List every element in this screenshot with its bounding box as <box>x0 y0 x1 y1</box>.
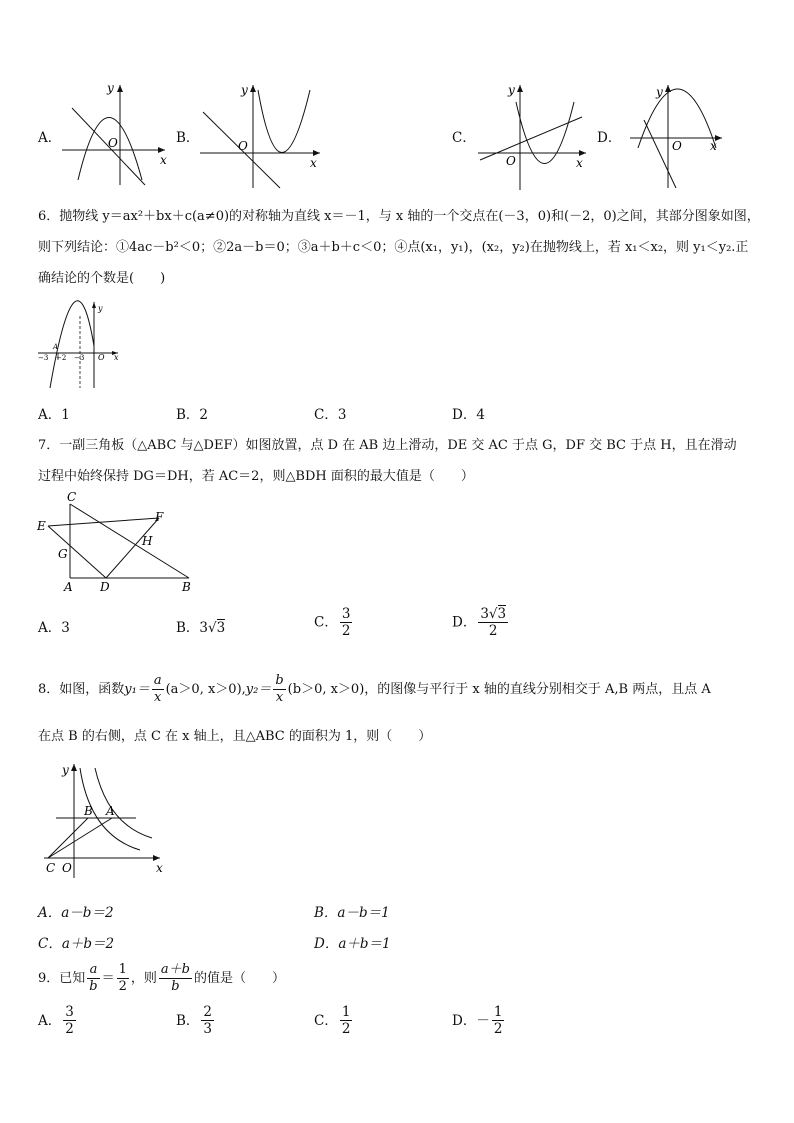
q8-y1: y₁＝ <box>124 681 150 697</box>
q9-option-d[interactable] <box>452 1004 506 1037</box>
q5a-x-label: x <box>160 153 167 167</box>
q8-option-c[interactable]: C．a＋b＝2 <box>38 936 115 952</box>
q5c-origin-label: O <box>506 154 516 168</box>
q9-option-c-fraction <box>340 1004 353 1037</box>
q9-option-b[interactable] <box>176 1004 216 1037</box>
q8-y2-num: b <box>275 673 284 688</box>
q6-fig-y-label: y <box>98 304 103 313</box>
q7-option-a-value: 3 <box>61 620 70 636</box>
q8-option-d[interactable]: D．a＋b＝1 <box>314 936 391 952</box>
q7-label-g: G <box>58 547 68 561</box>
q9-option-a[interactable] <box>38 1004 78 1037</box>
q8-fig-y-label: y <box>62 763 69 777</box>
q8-option-b[interactable]: B．a－b＝1 <box>314 905 390 921</box>
q9-fraction-target <box>159 962 192 995</box>
q8-fig-origin: O <box>62 861 72 875</box>
q7-option-d-coef: 3 <box>480 606 489 622</box>
q7-label-b: B <box>182 580 191 594</box>
q7-option-a[interactable] <box>38 618 70 638</box>
q9-f3-den: b <box>171 979 180 994</box>
q9-option-c-letter: C． <box>314 1012 338 1029</box>
q5d-x-label: x <box>710 139 717 153</box>
q8-fig-x-label: x <box>156 861 163 875</box>
q9-f2-den: 2 <box>118 979 127 994</box>
q9-option-b-letter: B． <box>176 1012 200 1029</box>
q7-stem-line1: 7．一副三角板（△ABC 与△DEF）如图放置，点 D 在 AB 边上滑动，DE 交 AC 于点 G，DF 交 BC 于点 H，且在滑动 <box>38 438 737 453</box>
q5b-y-label: y <box>241 83 248 97</box>
q7-stem-line2: 过程中始终保持 DG＝DH，若 AC＝2，则△BDH 面积的最大值是（ ） <box>38 469 474 484</box>
q7-option-b[interactable] <box>176 618 225 638</box>
q6-stem-line3: 确结论的个数是( ) <box>38 271 166 286</box>
q7-option-c[interactable] <box>314 606 354 639</box>
q9-fraction-half <box>117 962 129 995</box>
q9-option-d-den: 2 <box>493 1021 503 1037</box>
q5d-y-label: y <box>656 85 663 99</box>
q8-stem-line2: 在点 B 的右侧，点 C 在 x 轴上，且△ABC 的面积为 1，则（ ） <box>38 729 432 744</box>
q7-option-c-den: 2 <box>341 623 351 639</box>
q8-y1-fraction <box>152 673 164 706</box>
q9-option-c-den: 2 <box>341 1021 351 1037</box>
q9-option-b-num: 2 <box>203 1004 213 1020</box>
q7-option-d-fraction <box>478 606 508 639</box>
q7-option-b-letter: B． <box>176 620 200 636</box>
q8-suffix: ，的图像与平行于 x 轴的直线分别相交于 A,B 两点，且点 A <box>364 681 711 697</box>
q5c-y-label: y <box>508 83 515 97</box>
q6-option-b[interactable]: B．2 <box>176 407 209 423</box>
q6-fig-tick1: −3 <box>38 354 49 362</box>
q9-f1-den: b <box>89 979 98 994</box>
q9-option-a-fraction <box>63 1004 76 1037</box>
q7-option-c-num: 3 <box>341 606 351 622</box>
q6-fig-tick2: −2 <box>56 354 67 362</box>
q6-option-a[interactable]: A．1 <box>38 407 70 423</box>
q5-option-a-letter: A． <box>38 130 62 146</box>
q9-option-b-fraction <box>201 1004 214 1037</box>
q6-stem-line2: 则下列结论：①4ac－b²＜0；②2a－b＝0；③a＋b＋c＜0；④点(x₁，y₁)，(x₂，y₂)在抛物线上，若 x₁＜x₂，则 y₁＜y₂.正 <box>38 240 749 255</box>
q5-option-d-letter: D． <box>597 130 622 146</box>
q7-option-d[interactable] <box>452 606 510 639</box>
q5c-x-label: x <box>576 156 583 170</box>
q7-option-b-radicand: 3 <box>216 620 226 636</box>
q6-fig-point-a: A <box>53 343 59 351</box>
q9-fraction-a-over-b <box>87 962 99 995</box>
q5a-y-label: y <box>107 81 114 95</box>
q7-label-h: H <box>142 534 153 548</box>
q7-option-d-letter: D． <box>452 614 477 631</box>
q5-graph-d <box>628 80 728 195</box>
q9-option-d-num: 1 <box>493 1004 503 1020</box>
q8-y1-num: a <box>153 673 162 688</box>
q5-graph-c <box>476 80 591 195</box>
q5-option-c-letter: C． <box>452 130 476 146</box>
q9-option-c[interactable] <box>314 1004 354 1037</box>
q7-option-d-radicand: 3 <box>497 606 507 622</box>
q5-graph-a <box>60 80 175 190</box>
q6-stem-line1: 6．抛物线 y＝ax²＋bx＋c(a≠0)的对称轴为直线 x＝－1，与 x 轴的一个交点在(－3，0)和(－2，0)之间，其部分图象如图， <box>38 209 760 224</box>
q7-label-f: F <box>155 510 164 524</box>
q7-option-d-den: 2 <box>488 623 498 639</box>
q8-fig-point-b: B <box>84 804 93 818</box>
q8-y2-fraction <box>273 673 285 706</box>
q9-option-a-num: 3 <box>65 1004 74 1020</box>
q8-y1-den: x <box>154 690 162 705</box>
q7-option-c-letter: C． <box>314 614 338 631</box>
q7-option-d-sqrt-sign: √ <box>488 606 498 622</box>
q9-option-d-fraction <box>492 1004 505 1037</box>
q6-fig-x-label: x <box>114 353 119 362</box>
q9-equals: ＝ <box>101 970 115 986</box>
q7-label-c: C <box>67 490 77 504</box>
q7-label-a: A <box>64 580 73 594</box>
q5b-x-label: x <box>310 156 317 170</box>
q9-f3-num: a＋b <box>160 962 190 977</box>
q8-fig-point-c: C <box>46 861 56 875</box>
q6-fig-origin: O <box>98 353 105 362</box>
q6-fig-tick3: −3 <box>74 354 85 362</box>
q9-f2-num: 1 <box>118 962 127 977</box>
q7-label-e: E <box>37 519 46 533</box>
q6-figure <box>36 298 126 390</box>
q9-prefix: 9．已知 <box>38 970 86 986</box>
q8-option-a[interactable]: A．a－b＝2 <box>38 905 114 921</box>
q5-option-b-letter: B． <box>176 130 200 146</box>
q8-figure <box>40 760 170 878</box>
q6-option-d[interactable]: D．4 <box>452 407 485 423</box>
q9-option-a-den: 2 <box>65 1021 74 1037</box>
q8-y2-cond: (b＞0, x＞0) <box>287 681 365 697</box>
q9-option-d-sign: － <box>476 1012 490 1029</box>
q5b-origin-label: O <box>238 139 248 153</box>
q9-option-b-den: 3 <box>203 1021 213 1037</box>
q9-stem <box>38 962 285 995</box>
q8-stem-line1 <box>38 673 711 706</box>
q8-y1-cond: (a＞0, x＞0), <box>165 681 246 697</box>
q7-figure <box>34 490 204 595</box>
q9-suffix: 的值是（ ） <box>194 970 286 986</box>
q8-y2-den: x <box>275 690 284 705</box>
q5-graph-b <box>198 80 328 190</box>
q9-option-d-letter: D． <box>452 1012 477 1029</box>
q8-fig-point-a: A <box>106 804 115 818</box>
q7-option-b-sqrt-sign: √ <box>208 620 217 636</box>
q7-label-d: D <box>100 580 110 594</box>
q9-mid: ，则 <box>130 970 157 986</box>
q9-f1-num: a <box>87 962 99 979</box>
q5d-origin-label: O <box>672 139 682 153</box>
q7-option-c-fraction <box>340 606 353 639</box>
q5a-origin-label: O <box>108 136 118 150</box>
q6-option-c[interactable]: C．3 <box>314 407 347 423</box>
q7-option-d-num <box>478 606 508 623</box>
q7-option-a-letter: A． <box>38 620 62 636</box>
q7-option-b-coef: 3 <box>199 620 209 636</box>
q9-option-a-letter: A． <box>38 1012 62 1029</box>
q8-y2: y₂＝ <box>245 681 272 697</box>
q8-prefix: 8．如图，函数 <box>38 681 125 697</box>
q9-option-c-num: 1 <box>341 1004 351 1020</box>
